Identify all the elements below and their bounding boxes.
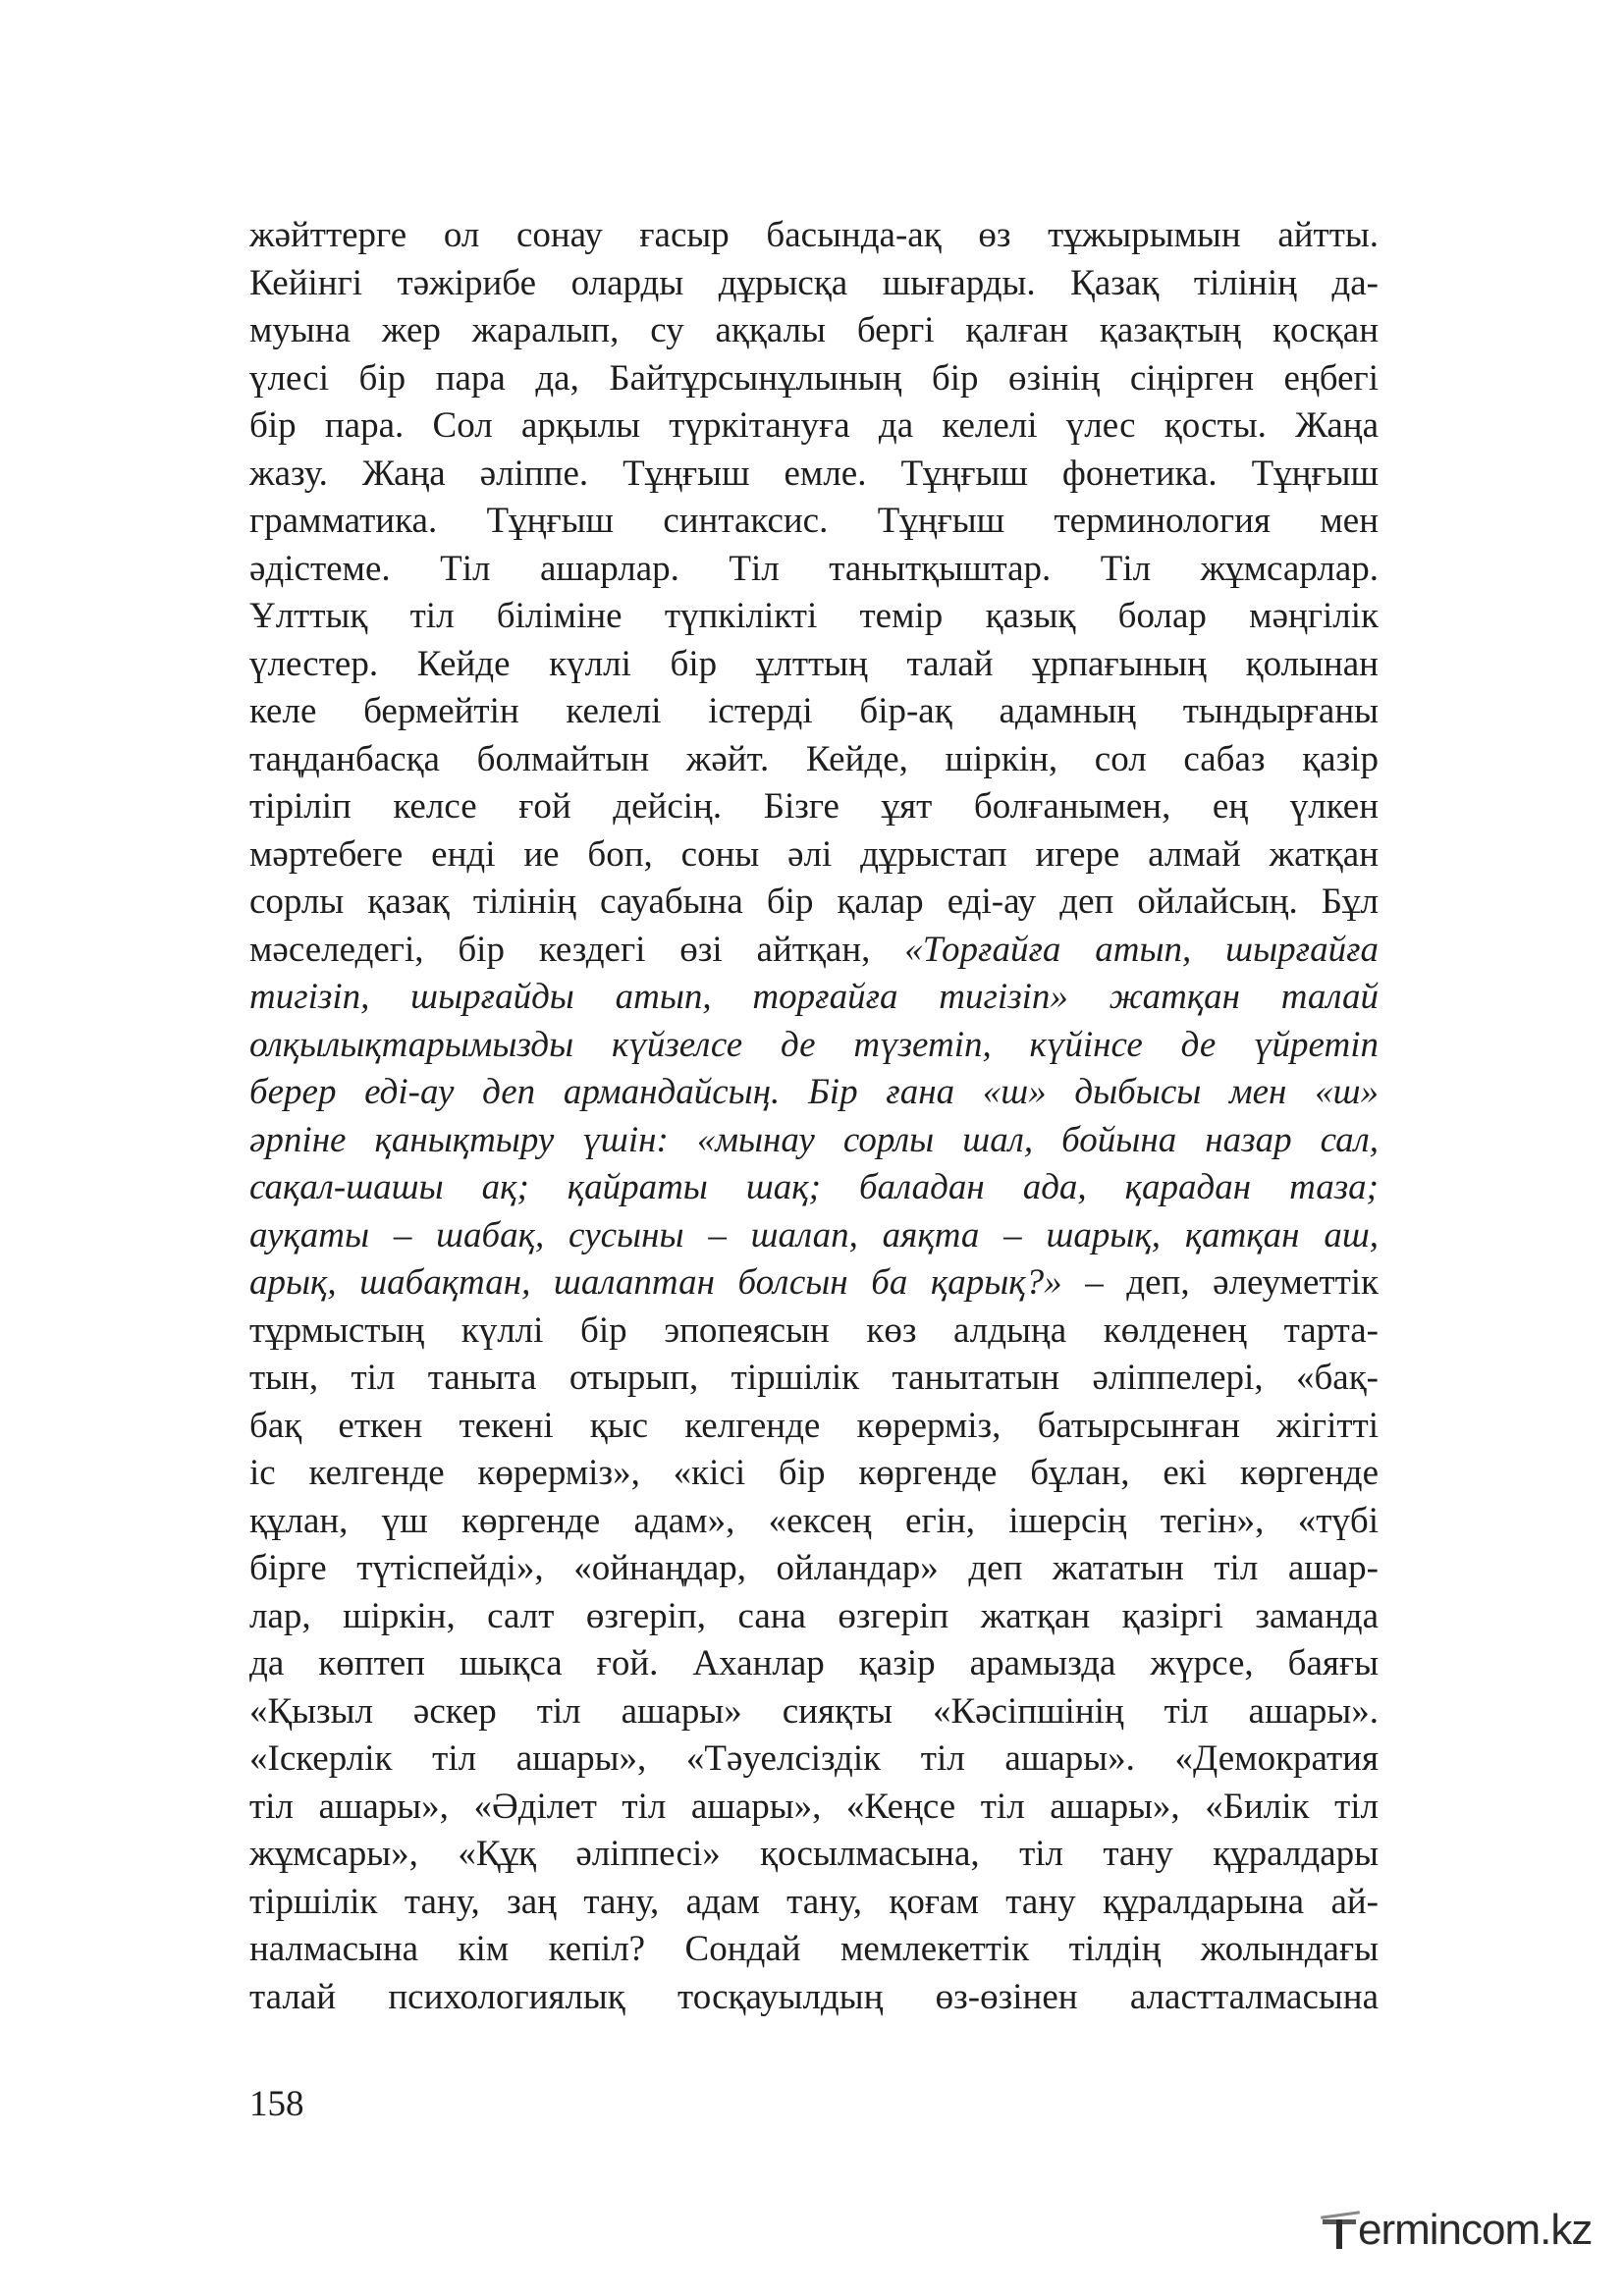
quote-line: берер еді-ау деп армандайсың. Бір ғана «ш» дыбысы мен «ш» (249, 1072, 1379, 1112)
watermark-text: ermincom.kz (1358, 2206, 1593, 2254)
text-line: іс келгенде көрерміз», «кісі бір көргенде бұлан, екі көргенде (249, 1453, 1379, 1493)
quote-line: олқылықтарымызды күйзелсе де түзетіп, күйінсе де үйретіп (249, 1024, 1379, 1065)
text-line: құлан, үш көргенде адам», «ексең егін, ішерсің тегін», «түбі (249, 1500, 1379, 1541)
text-line: мәртебеге енді ие боп, соны әлі дұрыстап игере алмай жатқан (249, 833, 1379, 875)
text-line: да көптеп шықса ғой. Аханлар қазір арамызда жүрсе, баяғы (249, 1643, 1379, 1683)
text-line-mixed (249, 1259, 1379, 1308)
logo-t-icon (1321, 2196, 1358, 2265)
text-line: бақ еткен текені қыс келгенде көрерміз, батырсынған жігітті (249, 1405, 1379, 1446)
text-line: муына жер жаралып, су аққалы бергі қалған қазақтың қосқан (249, 310, 1379, 350)
quote-line: әрпіне қанықтыру үшін: «мынау сорлы шал, бойына назар сал, (249, 1119, 1379, 1160)
text-line: «Іскерлік тіл ашары», «Тәуелсіздік тіл ашары». «Демократия (249, 1738, 1379, 1779)
text-line: тіршілік тану, заң тану, адам тану, қоғам тану құралдарына ай- (249, 1881, 1379, 1922)
quote-line: тигізіп, шырғайды атып, торғайға тигізіп» жатқан талай (249, 977, 1379, 1017)
text-line: үлестер. Кейде күллі бір ұлттың талай ұрпағының қолынан (249, 643, 1379, 684)
text-line: «Қызыл әскер тіл ашары» сияқты «Кәсіпшінің тіл ашары». (249, 1690, 1379, 1732)
quote-italic: арық, шабақтан, шалаптан болсын ба қарық?» (249, 1262, 1062, 1303)
text-line: әдістеме. Тіл ашарлар. Тіл танытқыштар. Тіл жұмсарлар. (249, 548, 1379, 589)
text-line: тіріліп келсе ғой дейсің. Бізге ұят болғанымен, ең үлкен (249, 786, 1379, 827)
text-line: бірге түтіспейді», «ойнаңдар, ойландар» деп жататын тіл ашар- (249, 1548, 1379, 1588)
text-line-mixed (249, 927, 1379, 975)
text-span: – деп, әлеуметтік (1061, 1262, 1379, 1303)
text-line: грамматика. Тұңғыш синтаксис. Тұңғыш терминология мен (249, 501, 1379, 541)
text-line: талай психологиялық тосқауылдың өз-өзінен аластталмасына (249, 1976, 1379, 2017)
page-number: 158 (249, 2084, 304, 2124)
text-line: бір пара. Сол арқылы түркітануға да келелі үлес қосты. Жаңа (249, 405, 1379, 446)
text-line: Кейінгі тәжірибе оларды дұрысқа шығарды. Қазақ тілінің да- (249, 262, 1379, 303)
text-line: келе бермейтін келелі істерді бір-ақ адамның тындырғаны (249, 691, 1379, 731)
text-line: тіл ашары», «Әділет тіл ашары», «Кеңсе тіл ашары», «Билік тіл (249, 1786, 1379, 1827)
text-line: сорлы қазақ тілінің сауабына бір қалар еді-ау деп ойлайсың. Бұл (249, 881, 1379, 922)
quote-line: сақал-шашы ақ; қайраты шақ; баладан ада, қарадан таза; (249, 1167, 1379, 1207)
quote-italic: «Торғайға атып, шырғайға (904, 929, 1379, 970)
text-line: жұмсары», «Құқ әліппесі» қосылмасына, тіл тану құралдары (249, 1834, 1379, 1874)
quote-line: ауқаты – шабақ, сусыны – шалап, аяқта – шарық, қатқан аш, (249, 1214, 1379, 1255)
watermark-logo (1321, 2196, 1615, 2265)
text-line: Ұлттық тіл біліміне түпкілікті темір қазық болар мәңгілік (249, 596, 1379, 636)
text-line: тын, тіл таныта отырып, тіршілік танытатын әліппелері, «бақ- (249, 1358, 1379, 1398)
text-line: үлесі бір пара да, Байтұрсынұлының бір өзінің сіңірген еңбегі (249, 357, 1379, 399)
text-line: лар, шіркін, салт өзгеріп, сана өзгеріп жатқан қазіргі заманда (249, 1595, 1379, 1636)
text-span: мәселедегі, бір кездегі өзі айтқан, (249, 929, 905, 970)
text-line: жәйттерге ол сонау ғасыр басында-ақ өз тұжырымын айтты. (249, 215, 1379, 255)
text-line: налмасына кім кепіл? Сондай мемлекеттік тілдің жолындағы (249, 1929, 1379, 1969)
text-line: тұрмыстың күллі бір эпопеясын көз алдыңа көлденең тарта- (249, 1309, 1379, 1351)
text-line: таңданбасқа болмайтын жәйт. Кейде, шіркін, сол сабаз қазір (249, 738, 1379, 779)
body-text (249, 212, 1379, 2021)
text-line: жазу. Жаңа әліппе. Тұңғыш емле. Тұңғыш фонетика. Тұңғыш (249, 453, 1379, 494)
